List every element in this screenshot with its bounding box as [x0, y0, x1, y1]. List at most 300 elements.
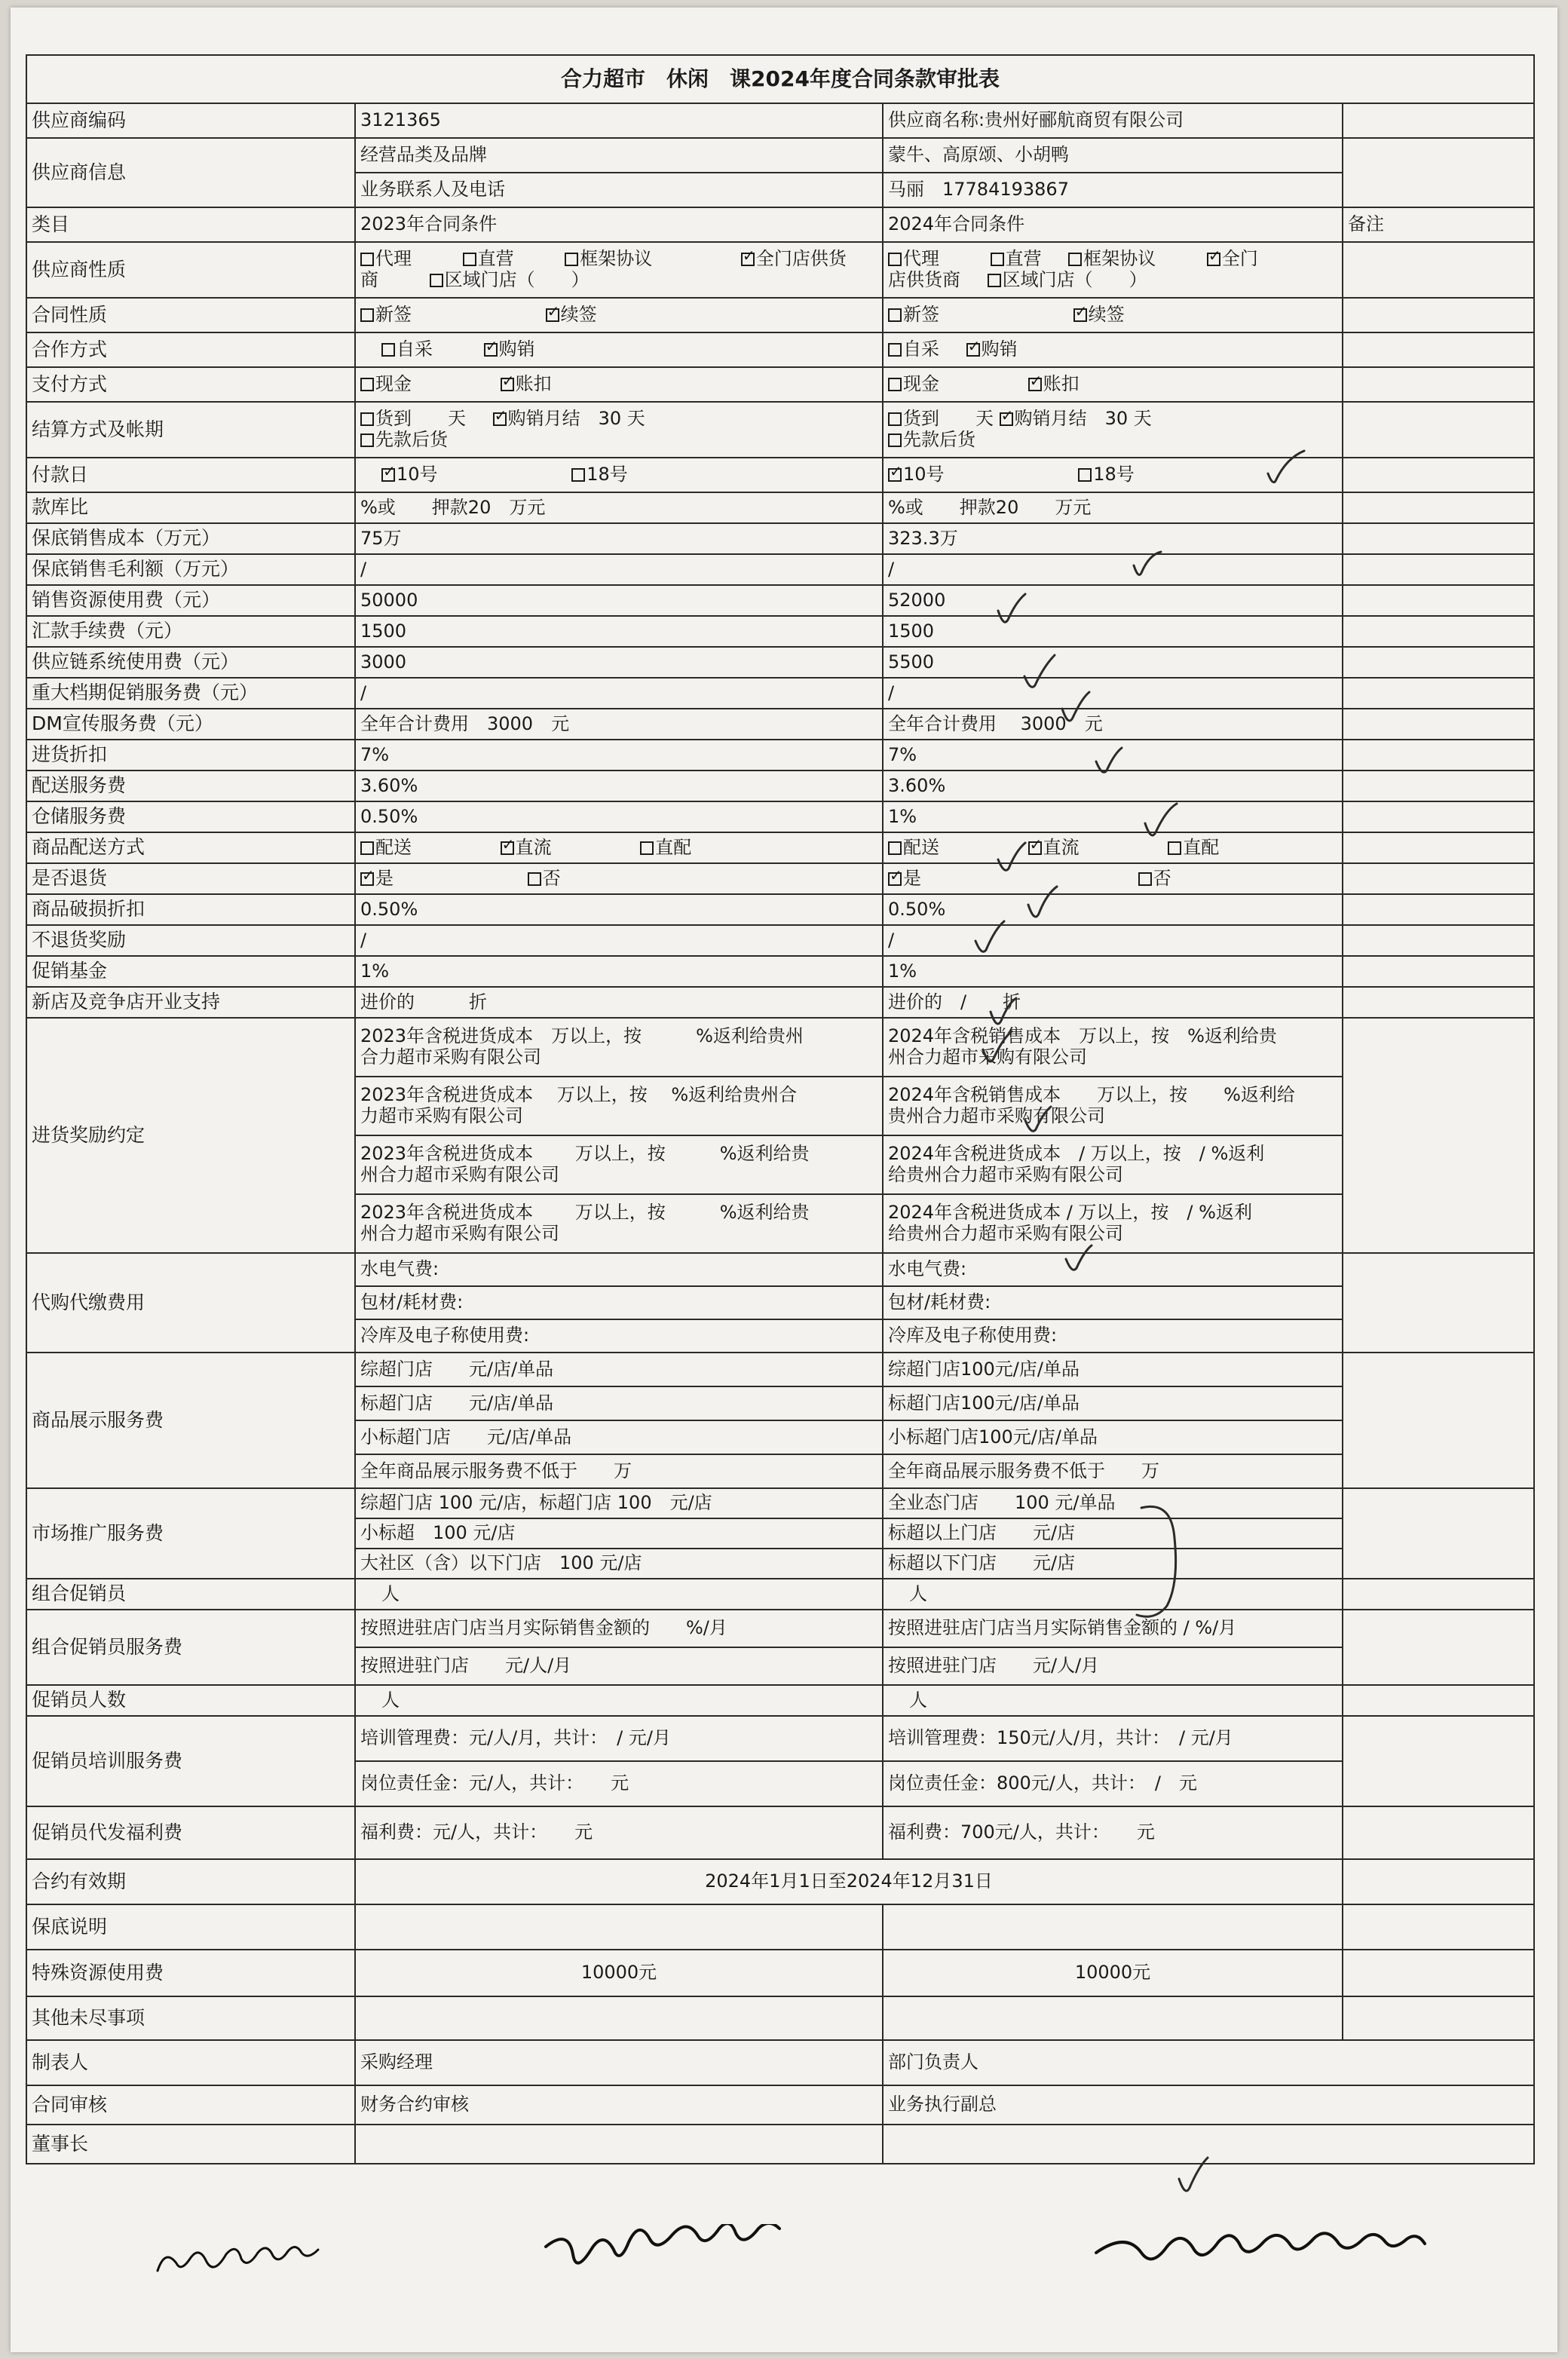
rebate-2023-3 — [355, 1135, 883, 1194]
rebate-text: 州合力超市采购有限公司 — [360, 1223, 559, 1244]
row-label: 保底销售毛利额（万元） — [26, 554, 355, 585]
other-matters-label: 其他未尽事项 — [26, 1996, 355, 2040]
row-2024: / — [883, 678, 1343, 709]
training-a-2023: 培训管理费：元/人/月，共计： / 元/月 — [355, 1716, 883, 1761]
checkbox-direct-flow[interactable] — [1028, 841, 1042, 855]
checkbox-day18[interactable] — [571, 468, 585, 482]
persons-unit: 人 — [909, 1689, 927, 1711]
checkbox-monthly[interactable] — [1000, 412, 1013, 426]
allstore-label-cont: 店供货商 — [888, 269, 960, 290]
buyer-label: 采购经理 — [360, 2051, 433, 2073]
proxy-water-2024: 水电气费: — [883, 1253, 1343, 1286]
contract-type-2024 — [883, 298, 1343, 332]
settlement-label: 结算方式及帐期 — [26, 402, 355, 458]
checkbox-agent[interactable] — [360, 253, 374, 266]
audit-label: 合同审核 — [26, 2085, 355, 2125]
maker-cell — [26, 2040, 355, 2085]
row-label: 保底销售成本（万元） — [26, 523, 355, 554]
buyer-cell — [355, 2040, 883, 2085]
display-d-2023: 全年商品展示服务费不低于 万 — [355, 1454, 883, 1488]
checkbox-prepay[interactable] — [360, 434, 374, 447]
market-a-2024: 全业态门店 100 元/单品 — [883, 1488, 1343, 1518]
flow-label: 直流 — [515, 836, 552, 858]
dept-head-label: 部门负责人 — [888, 2051, 978, 2073]
checkbox-cash[interactable] — [360, 378, 374, 391]
checkbox-monthly[interactable] — [493, 412, 507, 426]
market-b-2023: 小标超 100 元/店 — [355, 1518, 883, 1549]
cooperation-label: 合作方式 — [26, 332, 355, 367]
market-c-2023: 大社区（含）以下门店 100 元/店 — [355, 1549, 883, 1579]
contract-type-2023 — [355, 298, 883, 332]
row-label: 新店及竞争店开业支持 — [26, 987, 355, 1018]
persons-unit: 人 — [381, 1582, 400, 1604]
checkbox-framework[interactable] — [1068, 253, 1082, 266]
checkbox-return-yes[interactable] — [360, 872, 374, 886]
row-label: 不退货奖励 — [26, 925, 355, 956]
rebate-text: 给贵州合力超市采购有限公司 — [888, 1164, 1123, 1185]
remark-cell — [1343, 1018, 1534, 1253]
checkbox-renew[interactable] — [546, 308, 559, 322]
welfare-2023: 福利费：元/人，共计： 元 — [355, 1806, 883, 1859]
validity-label: 合约有效期 — [26, 1859, 355, 1904]
promoter-count-2023 — [355, 1685, 883, 1716]
remark-cell — [1343, 1806, 1534, 1859]
row-2024: 1% — [883, 956, 1343, 987]
row-2024: 323.3万 — [883, 523, 1343, 554]
returns-2023 — [355, 863, 883, 894]
chairman-2024 — [883, 2125, 1534, 2164]
remark-cell — [1343, 585, 1534, 616]
checkbox-day18[interactable] — [1078, 468, 1092, 482]
rebate-label: 进货奖励约定 — [26, 1018, 355, 1253]
direct-delivery-label: 直配 — [1183, 836, 1220, 858]
display-a-2024: 综超门店100元/店/单品 — [883, 1353, 1343, 1386]
maker-label: 制表人 — [32, 2051, 89, 2073]
display-a-2023: 综超门店 元/店/单品 — [355, 1353, 883, 1386]
rebate-text: 贵州合力超市采购有限公司 — [888, 1105, 1105, 1126]
row-label: 促销基金 — [26, 956, 355, 987]
promoter-service-label: 组合促销员服务费 — [26, 1610, 355, 1685]
row-label: 汇款手续费（元） — [26, 616, 355, 647]
row-2023: 0.50% — [355, 894, 883, 925]
remark-cell — [1343, 458, 1534, 492]
agent-label: 代理 — [375, 248, 412, 270]
rebate-text: 州合力超市采购有限公司 — [360, 1164, 559, 1185]
remark-cell — [1343, 242, 1534, 298]
no-label: 否 — [542, 867, 561, 889]
remark-cell — [1343, 1253, 1534, 1353]
day10-label: 10号 — [397, 464, 438, 486]
form-title: 合力超市 休闲 课2024年度合同条款审批表 — [26, 55, 1534, 103]
rebate-2023-4 — [355, 1194, 883, 1253]
rebate-text: 2023年含税进货成本 万以上，按 %返利给贵州 — [360, 1025, 804, 1047]
monthly-label: 购销月结 30 天 — [1014, 408, 1152, 430]
supplier-nature-label: 供应商性质 — [26, 242, 355, 298]
row-2023: 3000 — [355, 647, 883, 678]
welfare-fee-label: 促销员代发福利费 — [26, 1806, 355, 1859]
checkbox-direct-delivery[interactable] — [640, 841, 654, 855]
rebate-text: 州合力超市采购有限公司 — [888, 1046, 1087, 1068]
supplier-name-cell — [883, 103, 1343, 138]
yes-label: 是 — [375, 867, 394, 889]
display-d-2024: 全年商品展示服务费不低于 万 — [883, 1454, 1343, 1488]
new-label: 新签 — [903, 304, 939, 326]
guarantee-2023 — [355, 1904, 883, 1950]
payment-2024 — [883, 367, 1343, 402]
row-2024: 1500 — [883, 616, 1343, 647]
remark-cell — [1343, 678, 1534, 709]
market-fee-label: 市场推广服务费 — [26, 1488, 355, 1579]
dist-label: 配送 — [903, 836, 939, 858]
rebate-2024-3 — [883, 1135, 1343, 1194]
special-resource-label: 特殊资源使用费 — [26, 1950, 355, 1996]
supplier-code: 3121365 — [355, 103, 883, 138]
promoter-service-b-2024: 按照进驻门店 元/人/月 — [883, 1647, 1343, 1685]
contract-type-label: 合同性质 — [26, 298, 355, 332]
remark-cell — [1343, 801, 1534, 832]
row-label: 商品破损折扣 — [26, 894, 355, 925]
group-promoter-2023 — [355, 1579, 883, 1610]
checkbox-region[interactable] — [430, 274, 443, 287]
guarantee-2024 — [883, 1904, 1343, 1950]
row-2023: 0.50% — [355, 801, 883, 832]
display-c-2023: 小标超门店 元/店/单品 — [355, 1420, 883, 1454]
cooperation-2024 — [883, 332, 1343, 367]
display-b-2023: 标超门店 元/店/单品 — [355, 1386, 883, 1420]
row-2024: 5500 — [883, 647, 1343, 678]
remark-cell — [1343, 523, 1534, 554]
remark-cell — [1343, 298, 1534, 332]
row-2023: / — [355, 554, 883, 585]
group-promoter-2024 — [883, 1579, 1343, 1610]
chairman-label: 董事长 — [26, 2125, 355, 2164]
checkbox-purchase-sale[interactable] — [966, 343, 980, 357]
remark-cell — [1343, 709, 1534, 740]
self-label: 自采 — [903, 339, 939, 360]
checkbox-distribution[interactable] — [888, 841, 902, 855]
allstore-label-cont: 商 — [360, 269, 378, 290]
account-label: 账扣 — [515, 373, 552, 395]
remark-cell — [1343, 1716, 1534, 1806]
contract-approval-sheet — [11, 8, 1557, 2352]
rebate-2023-1 — [355, 1018, 883, 1077]
region-label: 区域门店（ ） — [444, 269, 590, 290]
returns-label: 是否退货 — [26, 863, 355, 894]
rebate-2023-2 — [355, 1077, 883, 1135]
dept-cell — [883, 2040, 1534, 2085]
rebate-text: 2023年含税进货成本 万以上，按 %返利给贵 — [360, 1143, 810, 1165]
checkbox-return-no[interactable] — [528, 872, 541, 886]
rebate-text: 2024年含税销售成本 万以上，按 %返利给 — [888, 1084, 1295, 1106]
signature-dept-head — [1089, 2227, 1435, 2280]
purchase-label: 购销 — [498, 339, 535, 360]
checkbox-on-arrival[interactable] — [360, 412, 374, 426]
row-label: DM宣传服务费（元） — [26, 709, 355, 740]
remark-cell — [1343, 771, 1534, 801]
persons-unit: 人 — [381, 1689, 400, 1711]
supplier-name: 贵州好郦航商贸有限公司 — [985, 109, 1184, 131]
header-2023: 2023年合同条件 — [355, 207, 883, 242]
remark-cell — [1343, 1996, 1534, 2040]
category-brand-label: 经营品类及品牌 — [355, 138, 883, 173]
rebate-text: 2024年含税销售成本 万以上，按 %返利给贵 — [888, 1025, 1277, 1047]
welfare-2024: 福利费：700元/人，共计： 元 — [883, 1806, 1343, 1859]
checkbox-account-deduct[interactable] — [1028, 378, 1042, 391]
nature-2023 — [355, 242, 883, 298]
display-fee-label: 商品展示服务费 — [26, 1353, 355, 1488]
contract-approval-table — [26, 54, 1535, 2164]
ratio-2024: %或 押款20 万元 — [883, 492, 1343, 523]
other-2024 — [883, 1996, 1343, 2040]
proxy-fee-label: 代购代缴费用 — [26, 1253, 355, 1353]
checkbox-account-deduct[interactable] — [501, 378, 514, 391]
contact-label: 业务联系人及电话 — [355, 173, 883, 207]
promoter-service-a-2024: 按照进驻店门店当月实际销售金额的 / %/月 — [883, 1610, 1343, 1647]
renew-label: 续签 — [560, 304, 597, 326]
yes-label: 是 — [903, 867, 921, 889]
dist-label: 配送 — [375, 836, 412, 858]
settlement-2023 — [355, 402, 883, 458]
rebate-2024-1 — [883, 1018, 1343, 1077]
remark-cell — [1343, 894, 1534, 925]
checkbox-self-purchase[interactable] — [888, 343, 902, 357]
returns-2024 — [883, 863, 1343, 894]
checkbox-agent[interactable] — [888, 253, 902, 266]
remark-cell — [1343, 1950, 1534, 1996]
checkbox-direct-flow[interactable] — [501, 841, 514, 855]
supplier-info-label: 供应商信息 — [26, 138, 355, 207]
region-label: 区域门店（ ） — [1002, 269, 1147, 290]
row-2024: 全年合计费用 3000 元 — [883, 709, 1343, 740]
row-label: 销售资源使用费（元） — [26, 585, 355, 616]
checkbox-cash[interactable] — [888, 378, 902, 391]
day18-label: 18号 — [586, 464, 628, 486]
day10-label: 10号 — [903, 464, 945, 486]
remark-cell — [1343, 987, 1534, 1018]
flow-label: 直流 — [1043, 836, 1080, 858]
payment-2023 — [355, 367, 883, 402]
remark-cell — [1343, 402, 1534, 458]
row-2023: 1% — [355, 956, 883, 987]
cash-label: 现金 — [375, 373, 412, 395]
checkbox-new[interactable] — [360, 308, 374, 322]
remark-cell — [1343, 740, 1534, 771]
pay-day-label: 付款日 — [26, 458, 355, 492]
self-label: 自采 — [397, 339, 433, 360]
training-b-2023: 岗位责任金：元/人，共计： 元 — [355, 1761, 883, 1806]
delivery-2023 — [355, 832, 883, 863]
checkbox-new[interactable] — [888, 308, 902, 322]
supplier-code-label: 供应商编码 — [26, 103, 355, 138]
row-2024: 0.50% — [883, 894, 1343, 925]
rebate-text: 2023年含税进货成本 万以上，按 %返利给贵州合 — [360, 1084, 798, 1106]
rebate-text: 2024年含税进货成本 / 万以上，按 / %返利 — [888, 1143, 1265, 1165]
contact-value: 马丽 17784193867 — [883, 173, 1343, 207]
chairman-2023 — [355, 2125, 883, 2164]
brands: 蒙牛、高原颂、小胡鸭 — [883, 138, 1343, 173]
remark-cell — [1343, 138, 1534, 207]
delivery-label: 商品配送方式 — [26, 832, 355, 863]
agent-label: 代理 — [903, 248, 939, 270]
renew-label: 续签 — [1088, 304, 1125, 326]
training-b-2024: 岗位责任金：800元/人，共计： / 元 — [883, 1761, 1343, 1806]
proxy-water-2023: 水电气费: — [355, 1253, 883, 1286]
training-fee-label: 促销员培训服务费 — [26, 1716, 355, 1806]
pay-day-2023 — [355, 458, 883, 492]
checkbox-purchase-sale[interactable] — [484, 343, 498, 357]
monthly-label: 购销月结 30 天 — [507, 408, 645, 430]
prepay-label: 先款后货 — [903, 429, 975, 450]
remark-cell — [1343, 832, 1534, 863]
signature-maker — [154, 2241, 327, 2286]
other-2023 — [355, 1996, 883, 2040]
market-a-2023: 综超门店 100 元/店，标超门店 100 元/店 — [355, 1488, 883, 1518]
cooperation-2023 — [355, 332, 883, 367]
market-b-2024: 标超以上门店 元/店 — [883, 1518, 1343, 1549]
payment-method-label: 支付方式 — [26, 367, 355, 402]
row-2024: 1% — [883, 801, 1343, 832]
rebate-2024-2 — [883, 1077, 1343, 1135]
remark-cell — [1343, 332, 1534, 367]
ratio-2023: %或 押款20 万元 — [355, 492, 883, 523]
checkbox-day10[interactable] — [888, 468, 902, 482]
category-header: 类目 — [26, 207, 355, 242]
ratio-label: 款库比 — [26, 492, 355, 523]
row-2023: / — [355, 925, 883, 956]
promoter-count-2024 — [883, 1685, 1343, 1716]
remark-cell — [1343, 554, 1534, 585]
promoter-service-b-2023: 按照进驻门店 元/人/月 — [355, 1647, 883, 1685]
remark-cell — [1343, 863, 1534, 894]
remark-cell — [1343, 492, 1534, 523]
row-label: 供应链系统使用费（元） — [26, 647, 355, 678]
display-b-2024: 标超门店100元/店/单品 — [883, 1386, 1343, 1420]
checkbox-self-purchase[interactable] — [381, 343, 395, 357]
allstore-label: 全门店供货 — [755, 248, 847, 270]
row-2024: / — [883, 925, 1343, 956]
checkbox-prepay[interactable] — [888, 434, 902, 447]
new-label: 新签 — [375, 304, 412, 326]
proxy-packing-2024: 包材/耗材费: — [883, 1286, 1343, 1319]
remark-cell — [1343, 616, 1534, 647]
group-promoter-label: 组合促销员 — [26, 1579, 355, 1610]
direct-label: 直营 — [477, 248, 514, 270]
cash-label: 现金 — [903, 373, 939, 395]
remark-header: 备注 — [1343, 207, 1534, 242]
row-label: 配送服务费 — [26, 771, 355, 801]
guarantee-label: 保底说明 — [26, 1904, 355, 1950]
direct-delivery-label: 直配 — [655, 836, 692, 858]
checkbox-day10[interactable] — [381, 468, 395, 482]
checkbox-direct[interactable] — [463, 253, 476, 266]
checkbox-framework[interactable] — [565, 253, 578, 266]
vp-label: 业务执行副总 — [883, 2085, 1534, 2125]
row-2023: / — [355, 678, 883, 709]
framework-label: 框架协议 — [580, 248, 653, 270]
row-label: 进货折扣 — [26, 740, 355, 771]
remark-cell — [1343, 1353, 1534, 1488]
no-label: 否 — [1153, 867, 1171, 889]
row-2023: 全年合计费用 3000 元 — [355, 709, 883, 740]
persons-unit: 人 — [909, 1582, 927, 1604]
checkbox-return-no[interactable] — [1138, 872, 1152, 886]
remark-cell — [1343, 1488, 1534, 1579]
row-2023: 50000 — [355, 585, 883, 616]
checkbox-renew[interactable] — [1073, 308, 1087, 322]
row-2023: 75万 — [355, 523, 883, 554]
account-label: 账扣 — [1043, 373, 1080, 395]
header-2024: 2024年合同条件 — [883, 207, 1343, 242]
checkbox-direct-delivery[interactable] — [1168, 841, 1181, 855]
checkbox-direct[interactable] — [991, 253, 1004, 266]
checkbox-allstore[interactable] — [1207, 253, 1220, 266]
checkbox-allstore[interactable] — [741, 253, 755, 266]
framework-label: 框架协议 — [1083, 248, 1156, 270]
remark-cell — [1343, 1904, 1534, 1950]
proxy-cold-2024: 冷库及电子称使用费: — [883, 1319, 1343, 1353]
remark-cell — [1343, 1859, 1534, 1904]
finance-audit-label: 财务合约审核 — [355, 2085, 883, 2125]
special-resource-2024: 10000元 — [883, 1950, 1343, 1996]
signature-buyer — [538, 2224, 795, 2277]
nature-2024 — [883, 242, 1343, 298]
purchase-label: 购销 — [981, 339, 1018, 360]
day18-label: 18号 — [1093, 464, 1135, 486]
row-2024: 3.60% — [883, 771, 1343, 801]
row-2024: 52000 — [883, 585, 1343, 616]
rebate-text: 力超市采购有限公司 — [360, 1105, 523, 1126]
row-2024: / — [883, 554, 1343, 585]
checkbox-return-yes[interactable] — [888, 872, 902, 886]
remark-cell — [1343, 647, 1534, 678]
remark-cell — [1343, 1610, 1534, 1685]
proxy-packing-2023: 包材/耗材费: — [355, 1286, 883, 1319]
remark-cell — [1343, 103, 1534, 138]
delivery-2024 — [883, 832, 1343, 863]
allstore-label: 全门 — [1221, 248, 1258, 270]
market-c-2024: 标超以下门店 元/店 — [883, 1549, 1343, 1579]
row-label: 仓储服务费 — [26, 801, 355, 832]
row-2023: 7% — [355, 740, 883, 771]
direct-label: 直营 — [1005, 248, 1042, 270]
remark-cell — [1343, 1579, 1534, 1610]
rebate-2024-4 — [883, 1194, 1343, 1253]
remark-cell — [1343, 925, 1534, 956]
special-resource-2023: 10000元 — [355, 1950, 883, 1996]
rebate-text: 2024年含税进货成本 / 万以上，按 / %返利 — [888, 1202, 1252, 1224]
checkbox-on-arrival[interactable] — [888, 412, 902, 426]
on-arrival-label: 货到 天 — [375, 408, 466, 430]
remark-cell — [1343, 1685, 1534, 1716]
display-c-2024: 小标超门店100元/店/单品 — [883, 1420, 1343, 1454]
checkbox-distribution[interactable] — [360, 841, 374, 855]
row-label: 重大档期促销服务费（元） — [26, 678, 355, 709]
on-arrival-label: 货到 天 — [903, 408, 994, 430]
prepay-label: 先款后货 — [375, 429, 448, 450]
remark-cell — [1343, 956, 1534, 987]
row-2023: 1500 — [355, 616, 883, 647]
checkbox-region[interactable] — [988, 274, 1001, 287]
promoter-count-label: 促销员人数 — [26, 1685, 355, 1716]
training-a-2024: 培训管理费：150元/人/月，共计： / 元/月 — [883, 1716, 1343, 1761]
settlement-2024 — [883, 402, 1343, 458]
rebate-text: 给贵州合力超市采购有限公司 — [888, 1223, 1123, 1244]
rebate-text: 2023年含税进货成本 万以上，按 %返利给贵 — [360, 1202, 810, 1224]
row-2024: 进价的 / 折 — [883, 987, 1343, 1018]
proxy-cold-2023: 冷库及电子称使用费: — [355, 1319, 883, 1353]
row-2023: 进价的 折 — [355, 987, 883, 1018]
pay-day-2024 — [883, 458, 1343, 492]
